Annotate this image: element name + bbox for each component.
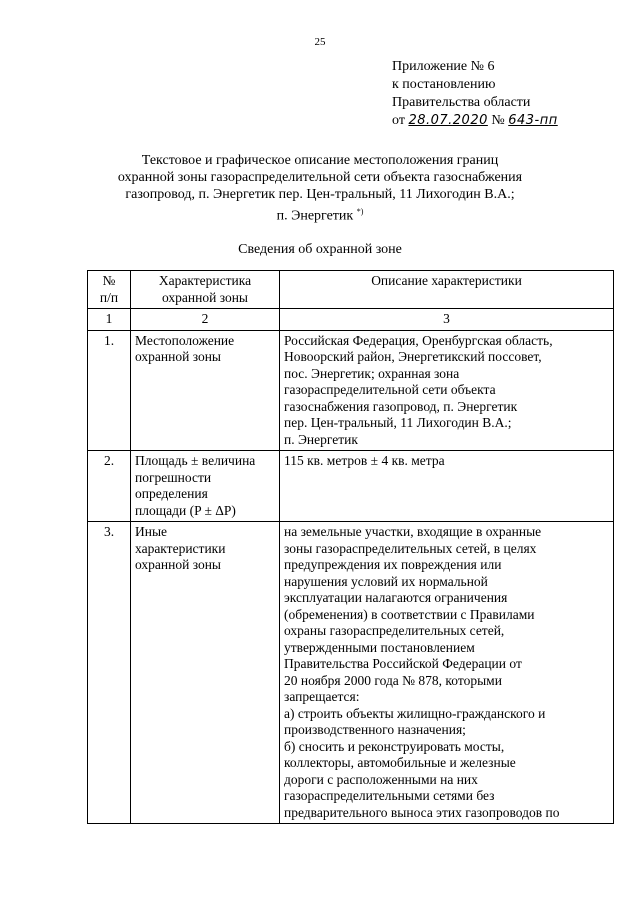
row-number: 1. (88, 330, 131, 451)
table-header-row (88, 271, 614, 309)
title-line-last (60, 203, 580, 225)
row-description: на земельные участки, входящие в охранные зоны газораспределительных сетей, в целях предупреждения их повреждения или нарушения условий их нормальной эксплуатации налагаются ограничения (обременения) в соответствии с Правилами охраны газораспределительных сетей, утвержденными постановлением Правительства Российской Федерации от 20 ноября 2000 года № 878, которыми запрещается: а) строить объекты жилищно-гражданского и производственного назначения; б) сносить и реконструировать мосты, коллекторы, автомобильные и железные дороги с расположенными на них газораспределительными сетями без предварительного выноса этих газопроводов по (280, 522, 614, 824)
header-pp: п/п (99, 289, 119, 305)
column-number: 1 (88, 309, 131, 331)
row-characteristic: Площадь ± величина погрешности определения площади (P ± ΔP) (131, 451, 280, 522)
column-number: 3 (280, 309, 614, 331)
handwritten-number: 643-пп (508, 113, 558, 128)
number-prefix: № (491, 113, 505, 128)
title-line: п. Энергетик (276, 208, 354, 224)
title-line: охранной зоны газораспределительной сети объекта газоснабжения (117, 170, 523, 185)
appendix-line: Приложение № 6 (392, 59, 495, 74)
appendix-date-line (392, 112, 558, 130)
footnote-mark: *) (356, 207, 364, 216)
table-row (88, 522, 614, 824)
row-characteristic: Иные характеристики охранной зоны (131, 522, 280, 824)
column-number: 2 (131, 309, 280, 331)
row-characteristic: Местоположение охранной зоны (131, 330, 280, 451)
page-number: 25 (314, 36, 326, 48)
appendix-line: Правительства области (392, 95, 531, 110)
appendix-line: к постановлению (392, 77, 496, 92)
title-line: газопровод, п. Энергетик пер. Цен-тральный, 11 Лихогодин В.А.; (125, 187, 515, 202)
document-title (60, 152, 580, 225)
row-number: 3. (88, 522, 131, 824)
section-subtitle: Сведения об охранной зоне (238, 242, 402, 257)
row-description: Российская Федерация, Оренбургская область, Новоорский район, Энергетикский поссовет, пос. Энергетик; охранная зона газораспределительной сети объекта газоснабжения газопровод, п. Энергетик пер. Цен-тральный, 11 Лихогодин В.А.; п. Энергетик (280, 330, 614, 451)
date-prefix: от (392, 113, 405, 128)
row-number: 2. (88, 451, 131, 522)
handwritten-date: 28.07.2020 (408, 113, 488, 128)
header-cell (88, 271, 131, 309)
header-char: Характеристика (158, 273, 252, 288)
column-number-row (88, 309, 614, 331)
title-line: Текстовое и графическое описание местоположения границ (141, 153, 499, 168)
header-num: № (102, 273, 116, 288)
table-row (88, 451, 614, 522)
header-cell: Описание характеристики (280, 271, 614, 309)
header-char2: охранной зоны (161, 289, 248, 305)
header-cell (131, 271, 280, 309)
appendix-block (392, 58, 558, 130)
zone-table (87, 270, 614, 824)
table-row (88, 330, 614, 451)
row-description: 115 кв. метров ± 4 кв. метра (280, 451, 614, 522)
